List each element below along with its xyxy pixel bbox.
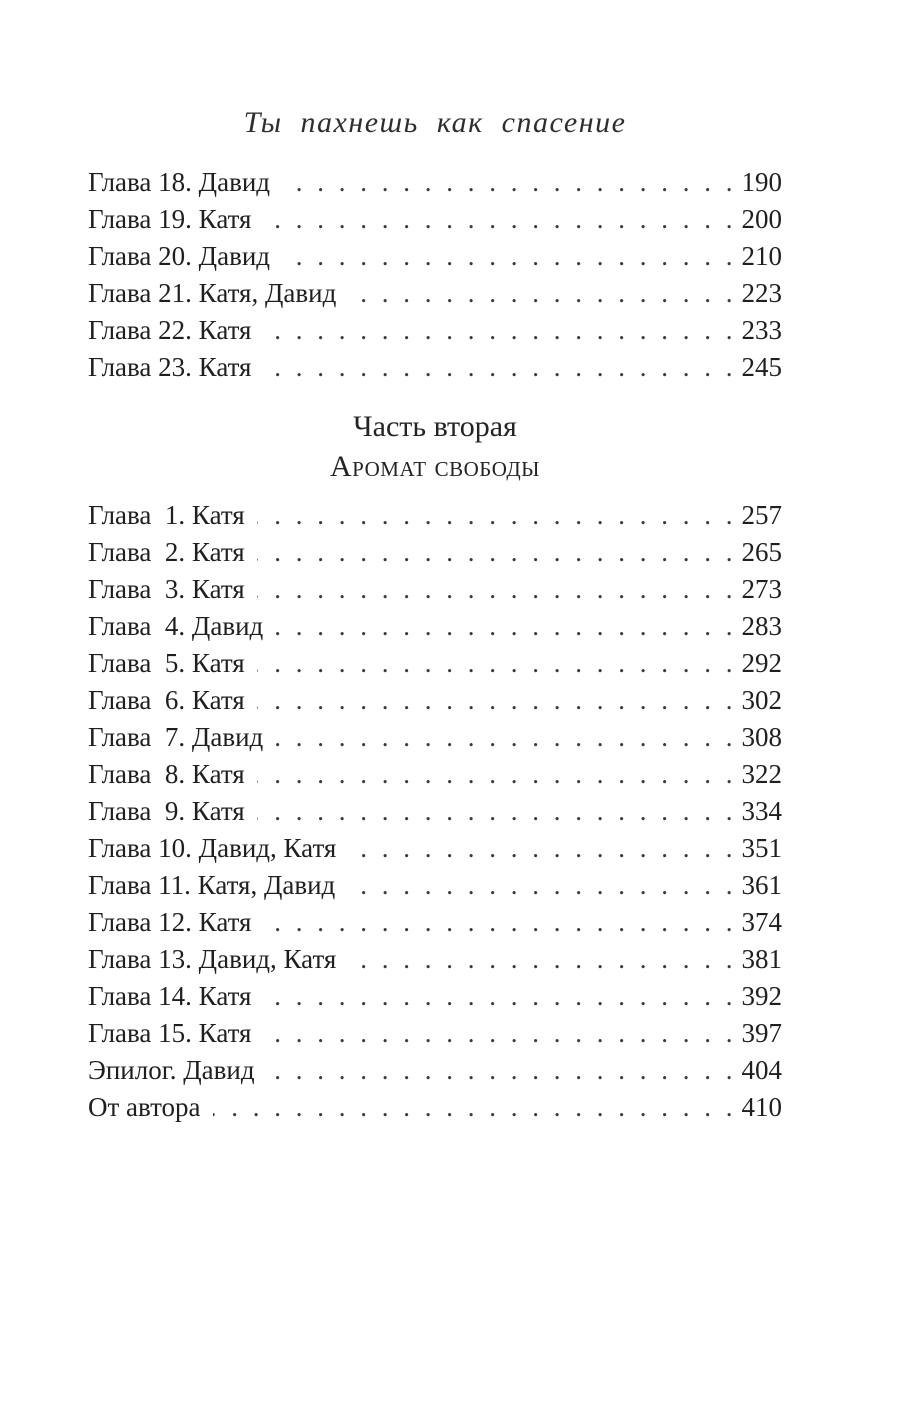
toc-row [88,867,782,904]
toc-row [88,349,782,386]
toc-entry-label: Глава 5. Катя [88,648,245,678]
toc-row [88,1015,782,1052]
dot-leader [257,571,733,608]
toc-entry-page: 200 [741,204,782,234]
dot-leader [275,719,732,756]
dot-leader [263,1015,732,1052]
dot-leader [263,349,732,386]
toc-entry-label: Глава 20. Давид [88,241,270,271]
dot-leader [275,608,732,645]
dot-leader [347,867,732,904]
toc-entry-page: 361 [741,870,782,900]
toc-entry-page: 351 [741,833,782,863]
toc-row [88,830,782,867]
toc-entry-page: 397 [741,1018,782,1048]
toc-part2-list [88,497,782,1126]
dot-leader [257,793,733,830]
toc-row [88,904,782,941]
toc-entry-page: 210 [741,241,782,271]
toc-part1-list [88,164,782,386]
toc-entry-label: Глава 2. Катя [88,537,245,567]
dot-leader [257,756,733,793]
toc-entry-page: 334 [741,796,782,826]
dot-leader [263,978,732,1015]
dot-leader [348,941,732,978]
toc-row [88,978,782,1015]
toc-row [88,941,782,978]
toc-entry-label: Глава 22. Катя [88,315,252,345]
toc-entry-page: 292 [741,648,782,678]
toc-row [88,1052,782,1089]
toc-entry-label: Глава 1. Катя [88,500,245,530]
dot-leader [267,1052,733,1089]
toc-entry-label: Глава 7. Давид [88,722,264,752]
dot-leader [257,497,733,534]
toc-entry-page: 233 [741,315,782,345]
running-head-book-title: Ты пахнешь как спасение [243,106,627,139]
toc-row [88,1089,782,1126]
toc-row [88,608,782,645]
toc-entry-page: 374 [741,907,782,937]
toc-entry-label: Глава 3. Катя [88,574,245,604]
toc-entry-label: Глава 10. Давид, Катя [88,833,337,863]
toc-entry-label: Эпилог. Давид [88,1055,255,1085]
dot-leader [348,830,732,867]
part-heading [88,407,782,487]
toc-row [88,645,782,682]
toc-entry-label: Глава 13. Давид, Катя [88,944,337,974]
toc-entry-label: Глава 15. Катя [88,1018,252,1048]
toc-entry-label: Глава 18. Давид [88,167,270,197]
toc-entry-label: От автора [88,1092,201,1122]
toc-row [88,682,782,719]
toc-entry-label: Глава 9. Катя [88,796,245,826]
dot-leader [282,164,733,201]
dot-leader [263,904,732,941]
toc-entry-page: 381 [741,944,782,974]
toc-row [88,534,782,571]
toc-entry-page: 392 [741,981,782,1011]
toc-entry-page: 410 [741,1092,782,1122]
toc-row [88,571,782,608]
toc-row [88,275,782,312]
dot-leader [263,312,732,349]
toc-row [88,756,782,793]
toc-entry-page: 265 [741,537,782,567]
toc-entry-page: 302 [741,685,782,715]
dot-leader [282,238,733,275]
toc-entry-label: Глава 19. Катя [88,204,252,234]
toc-entry-label: Глава 12. Катя [88,907,252,937]
toc-entry-page: 404 [741,1055,782,1085]
dot-leader [213,1089,733,1126]
toc-row [88,793,782,830]
toc-entry-page: 322 [741,759,782,789]
toc-entry-label: Глава 6. Катя [88,685,245,715]
toc-row [88,238,782,275]
toc-row [88,164,782,201]
toc-entry-page: 308 [741,722,782,752]
toc-row [88,497,782,534]
toc-entry-page: 245 [741,352,782,382]
part-subtitle: Аромат свободы [330,450,540,483]
toc-entry-label: Глава 8. Катя [88,759,245,789]
dot-leader [263,201,732,238]
toc-entry-page: 190 [741,167,782,197]
toc-entry-label: Глава 11. Катя, Давид [88,870,336,900]
dot-leader [257,534,733,571]
dot-leader [257,682,733,719]
toc-entry-label: Глава 4. Давид [88,611,264,641]
toc-entry-page: 257 [741,500,782,530]
toc-entry-label: Глава 14. Катя [88,981,252,1011]
toc-entry-label: Глава 23. Катя [88,352,252,382]
toc-entry-page: 283 [741,611,782,641]
dot-leader [348,275,732,312]
toc-row [88,201,782,238]
toc-entry-page: 273 [741,574,782,604]
dot-leader [257,645,733,682]
toc-entry-label: Глава 21. Катя, Давид [88,278,337,308]
toc-row [88,312,782,349]
toc-content [88,0,782,1126]
part-title: Часть вторая [353,410,517,443]
toc-row [88,719,782,756]
toc-entry-page: 223 [741,278,782,308]
